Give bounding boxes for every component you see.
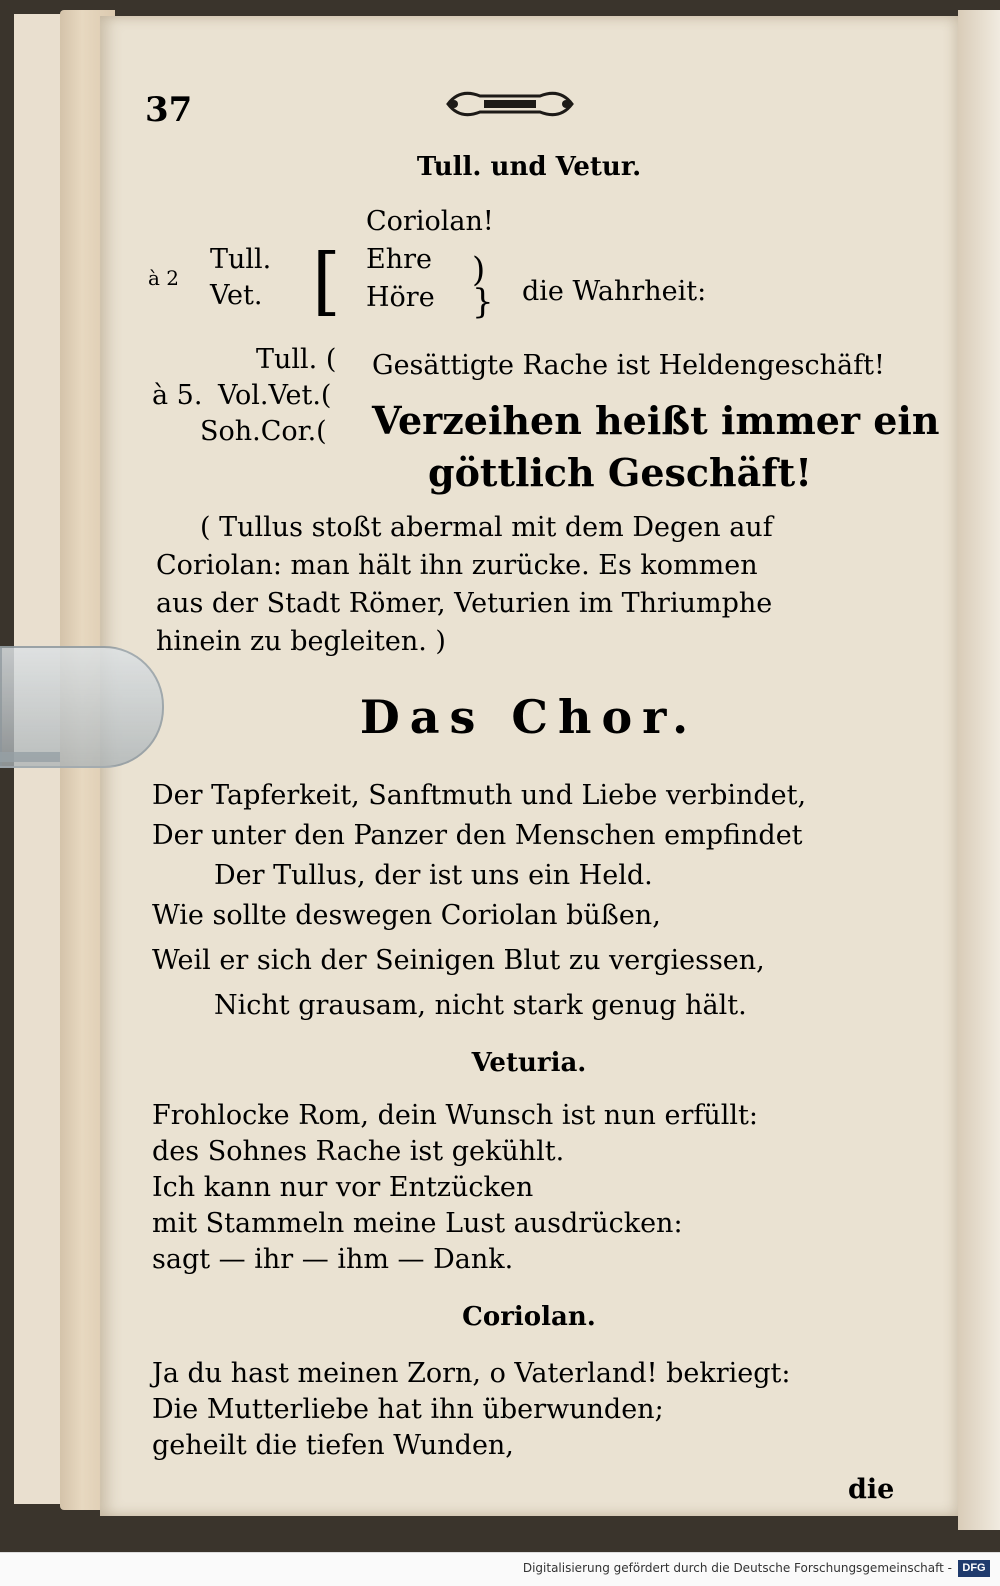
duet-bracket: [	[312, 238, 341, 324]
veturia-line: des Sohnes Rache ist gekühlt.	[152, 1136, 565, 1167]
section-heading-tull-vetur: Tull. und Vetur.	[416, 152, 642, 182]
veturia-line: sagt — ihr — ihm — Dank.	[152, 1244, 514, 1275]
chor-line: Der Tapferkeit, Sanftmuth und Liebe verbindet,	[152, 780, 807, 811]
stage-direction-line: aus der Stadt Römer, Veturien im Thriumphe	[156, 588, 773, 619]
duet-word-ehre: Ehre	[366, 244, 432, 275]
stage-direction-line: hinein zu begleiten. )	[156, 626, 446, 657]
coriolan-line: geheilt die tiefen Wunden,	[152, 1430, 514, 1461]
duet-marker: à 2	[148, 266, 180, 290]
duet-brace-top: )	[472, 250, 486, 290]
duet-brace-bottom: }	[472, 282, 494, 322]
veturia-heading: Veturia.	[471, 1048, 587, 1078]
stage-direction-line: Coriolan: man hält ihn zurücke. Es kommen	[156, 550, 758, 581]
quintet-line-1: Gesättigte Rache ist Heldengeschäft!	[372, 350, 885, 381]
dfg-logo: DFG	[958, 1560, 990, 1577]
quintet-voice-soh-cor: Soh.Cor.(	[200, 416, 327, 447]
chor-title: Das Chor.	[359, 690, 699, 744]
coriolan-line: Die Mutterliebe hat ihn überwunden;	[152, 1394, 664, 1425]
page-clip	[0, 646, 164, 768]
coriolan-line: Ja du hast meinen Zorn, o Vaterland! bekriegt:	[152, 1358, 791, 1389]
stage-direction-line: ( Tullus stoßt abermal mit dem Degen auf	[200, 512, 773, 543]
quintet-voice-tull: Tull. (	[256, 344, 337, 375]
chor-line: Der Tullus, der ist uns ein Held.	[214, 860, 653, 891]
page-clip-arm	[0, 752, 60, 762]
duet-suffix: die Wahrheit:	[522, 276, 707, 307]
page-number: 37	[145, 90, 193, 130]
duet-word-coriolan: Coriolan!	[366, 206, 494, 237]
catchword: die	[848, 1474, 895, 1505]
quintet-line-3: göttlich Geschäft!	[428, 450, 812, 495]
ornament-icon	[440, 82, 580, 126]
quintet-voice-vol-vet: Vol.Vet.(	[218, 380, 332, 411]
chor-line: Der unter den Panzer den Menschen empfindet	[152, 820, 803, 851]
digitization-footer	[0, 1552, 1000, 1586]
footer-credit: Digitalisierung gefördert durch die Deutsche Forschungsgemeinschaft -	[522, 1561, 952, 1575]
chor-line: Weil er sich der Seinigen Blut zu vergiessen,	[152, 945, 765, 976]
quintet-marker: à 5.	[152, 380, 203, 411]
veturia-line: mit Stammeln meine Lust ausdrücken:	[152, 1208, 683, 1239]
duet-voice-tull: Tull.	[210, 244, 272, 275]
duet-voice-vet: Vet.	[210, 280, 263, 311]
veturia-line: Frohlocke Rom, dein Wunsch ist nun erfüllt:	[152, 1100, 758, 1131]
veturia-line: Ich kann nur vor Entzücken	[152, 1172, 534, 1203]
book-page	[100, 16, 958, 1516]
coriolan-heading: Coriolan.	[462, 1302, 596, 1332]
duet-word-hoere: Höre	[366, 282, 435, 313]
right-page-edge	[958, 10, 1000, 1530]
chor-line: Wie sollte deswegen Coriolan büßen,	[152, 900, 661, 931]
quintet-line-2: Verzeihen heißt immer ein	[372, 398, 940, 443]
chor-line: Nicht grausam, nicht stark genug hält.	[214, 990, 747, 1021]
